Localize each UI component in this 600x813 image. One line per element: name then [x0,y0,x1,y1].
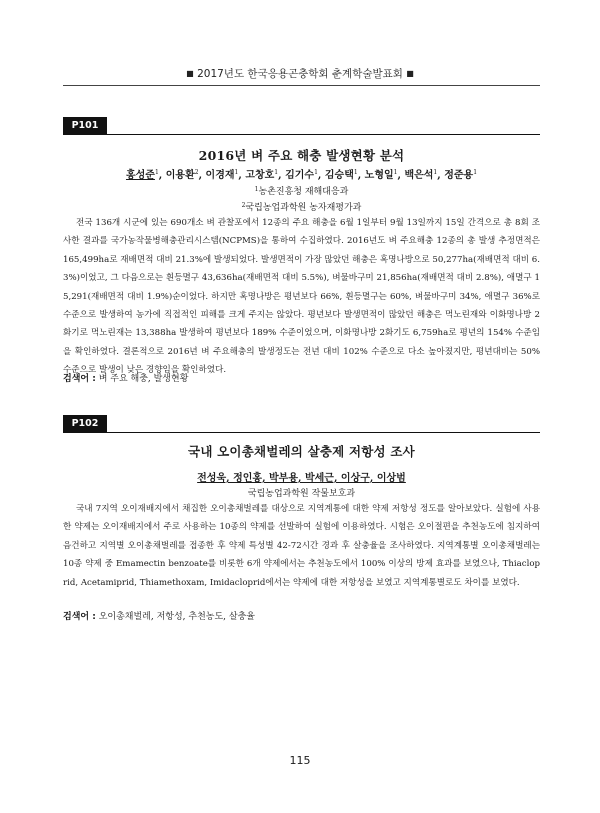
paper-abstract: 국내 7지역 오이재배지에서 채집한 오이총채벌레를 대상으로 지역계통에 대한 약제 저항성 정도를 알아보았다. 실험에 사용한 약제는 오이재배지에서 주로 사용하는 10종의 약제를 선발하여 실험에 이용하였다. 시험은 오이절편을 추천농도에 침지하여 음건하고 지역별 오이총채벌레를 접종한 후 약제 특성별 42-72시간 경과 후 살충율을 조사하였다. 지역계통별 오이총채벌레는 10종 약제 중 Emamectin benzoate를 비롯한 6개 약제에서는 추천농도에서 100% 이상의 방제 효과를 보였으나, Thiacloprid, Acetamiprid, Thiamethoxam, Imidacloprid에서는 약제에 대한 저항성을 보였고 지역계통별로도 차이를 보였다. [63,504,540,588]
paper-title: 국내 오이총채벌레의 살충제 저항성 조사 [188,444,415,459]
affiliation-sup: 2 [241,202,246,209]
paper-authors [63,469,540,484]
author-sup: 1 [274,169,279,176]
affiliation-line [63,199,540,215]
author-name: 고창호 [245,170,275,181]
author-name: 김기수 [285,170,315,181]
running-header [0,66,600,81]
header-rule [63,85,540,86]
author-sup: 1 [234,169,239,176]
header-right-marker: ■ [406,69,414,78]
section-rule [63,134,540,135]
paper-affiliations [63,183,540,215]
paper-id-badge: P102 [63,415,107,432]
author-sup: 1 [393,169,398,176]
keywords-text: 오이총채벌레, 저항성, 추천농도, 살충율 [98,612,255,622]
affiliation-text: 국립농업과학원 작물보호과 [247,489,356,499]
author-sup: 1 [473,169,478,176]
section-rule [63,432,540,433]
author-name: 노형일 [364,170,394,181]
header-left-marker: ■ [186,69,194,78]
author-name: 홍성준 [125,170,155,181]
keywords-label: 검색어 : [63,612,96,622]
author-sup: 1 [353,169,358,176]
author-sup: 1 [433,169,438,176]
paper-authors: 홍성준$^1$, 이용환$^2$, 이경재$^1$, 고창호$^1$, 김기수$^1$, 김승택$^1$, 노형일$^1$, 백은석$^1$, 정준용$^1$ [125,169,478,181]
paper-abstract: 전국 136개 시군에 있는 690개소 벼 관찰포에서 12종의 주요 해충을 6월 1일부터 9월 13일까지 15일 간격으로 총 8회 조사한 결과를 국가농작물병해충관리시스템(NCPMS)을 통하여 수집하였다. 2016년도 벼 주요해충 12종의 총 발생 추정면적은 165,499ha로 재배면적 대비 21.3%에 발생되었다. 발생면적이 가장 많았던 해충은 혹명나방으로 50,277ha(재배면적 대비 6.3%)이었고, 그 다음으로는 흰등멸구 43,636ha(재배면적 대비 5.5%), 벼물바구미 21,856ha(재배면적 대비 2.8%), 애멸구 15,291(재배면적 대비 1.9%)순이었다. 하지만 혹명나방은 평년보다 66%, 흰등멸구는 60%, 벼물바구미 34%, 애멸구 36%로 수준으로 발생하여 농가에 직접적인 피해를 크게 주지는 않았다. 평년보다 발생면적이 많았던 해충은 먹노린재와 이화명나방 2화기로 먹노린재는 13,388ha 발생하여 평년보다 189% 수준이었으며, 이화명나방 2화기도 6,759ha로 평년의 154% 수준임을 확인하였다. 결론적으로 2016년 벼 주요해충의 발생정도는 전년 대비 102% 수준으로 다소 높아졌지만, 평년대비는 50% 수준으로 발생이 낮은 경향임을 확인하였다. [63,218,540,376]
author-name: 정준용 [444,170,474,181]
header-text: 2017년도 한국응용곤충학회 춘계학술발표회 [197,68,403,80]
paper-keywords [63,610,540,624]
page-number: 115 [289,754,311,767]
affiliation-text: 국립농업과학원 농자재평가과 [245,203,362,213]
author-name: 이용환 [165,170,195,181]
author-name: 백은석 [404,170,434,181]
keywords-label: 검색어 : [63,374,96,384]
author-list: 전성욱, 정인홍, 박부용, 박세근, 이상구, 이상범 [197,473,406,484]
affiliation-line [63,183,540,199]
affiliation-text: 농촌진흥청 재해대응과 [258,187,349,197]
author-sup: 1 [154,169,159,176]
author-sup: 1 [314,169,318,176]
paper-keywords [63,372,540,386]
author-name: 김승택 [324,170,354,181]
paper-title: 2016년 벼 주요 해충 발생현황 분석 [198,148,405,163]
keywords-text: 벼 주요 해충, 발생현황 [98,374,189,384]
paper-affiliations [63,487,540,501]
affiliation-sup: 1 [254,186,259,193]
author-sup: 2 [194,169,199,176]
paper-id-badge: P101 [63,117,107,134]
author-name: 이경재 [205,170,235,181]
